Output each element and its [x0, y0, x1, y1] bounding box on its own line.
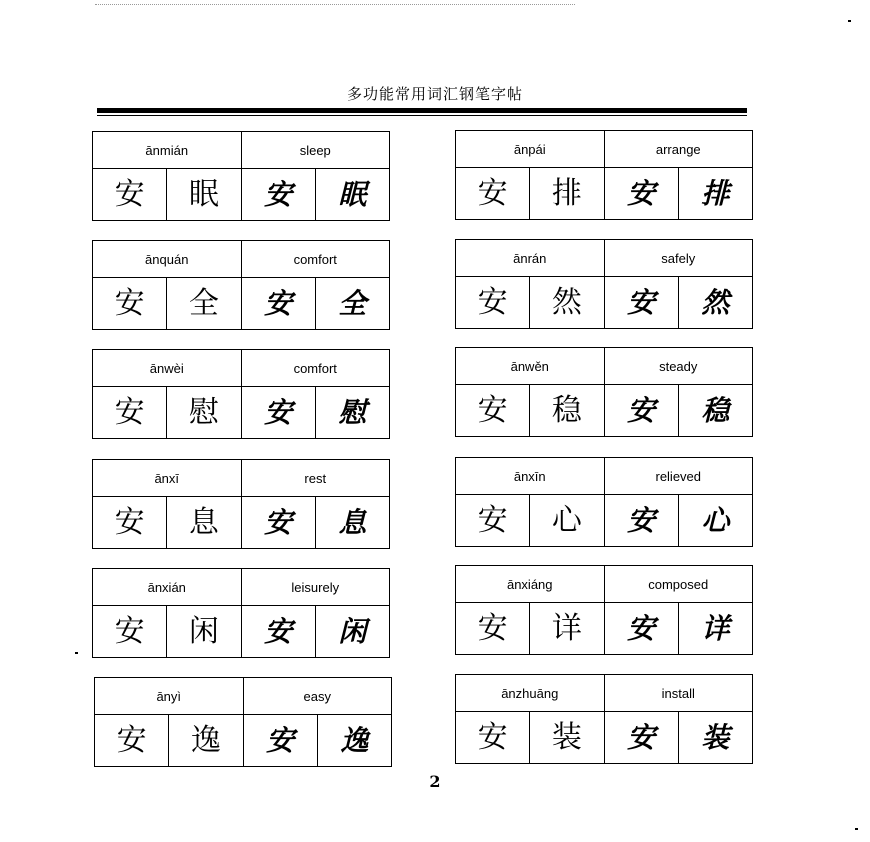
page-number: 2 [429, 772, 441, 791]
pinyin-label: ānyì [156, 688, 182, 704]
print-char: 详 [529, 603, 603, 654]
print-char: 然 [529, 277, 603, 328]
word-card-anran [455, 239, 753, 329]
print-char: 息 [166, 497, 240, 548]
handwritten-char: 安 [604, 495, 678, 546]
word-card-anxi [92, 459, 390, 549]
english-label: comfort [241, 241, 390, 277]
header-rule-thick [97, 108, 747, 113]
pinyin-label: ānxián [147, 579, 186, 595]
word-card-anxian [92, 568, 390, 658]
word-card-anpai [455, 130, 753, 220]
handwritten-char: 安 [604, 385, 678, 436]
word-card-anxiang [455, 565, 753, 655]
handwritten-char: 全 [315, 278, 389, 329]
page-title: 多功能常用词汇钢笔字帖 [346, 85, 523, 103]
print-char: 装 [529, 712, 603, 763]
print-char: 安 [477, 175, 508, 211]
print-char: 眠 [166, 169, 240, 220]
handwritten-char: 安 [241, 497, 315, 548]
print-char: 安 [477, 502, 508, 538]
pinyin-label: ānwěn [510, 358, 549, 374]
handwritten-char: 安 [604, 168, 678, 219]
pinyin-label: ānquán [145, 251, 189, 267]
handwritten-char: 安 [243, 715, 317, 766]
handwritten-char: 安 [604, 603, 678, 654]
header-rule-thin [97, 115, 747, 116]
scan-speck [855, 828, 858, 830]
print-char: 安 [477, 719, 508, 755]
english-label: leisurely [241, 569, 390, 605]
english-label: steady [604, 348, 753, 384]
english-label: safely [604, 240, 753, 276]
handwritten-char: 安 [241, 278, 315, 329]
handwritten-char: 稳 [678, 385, 752, 436]
english-label: sleep [241, 132, 390, 168]
print-char: 安 [114, 285, 145, 321]
print-char: 安 [114, 613, 145, 649]
pinyin-label: ānxī [154, 470, 180, 486]
print-char: 慰 [166, 387, 240, 438]
print-char: 闲 [166, 606, 240, 657]
scan-speck [848, 20, 851, 22]
word-card-anwen [455, 347, 753, 437]
print-char: 安 [114, 176, 145, 212]
word-card-anzhuang [455, 674, 753, 764]
handwritten-char: 安 [241, 169, 315, 220]
print-char: 安 [114, 394, 145, 430]
english-label: rest [241, 460, 390, 496]
handwritten-char: 然 [678, 277, 752, 328]
handwritten-char: 闲 [315, 606, 389, 657]
handwritten-char: 安 [604, 712, 678, 763]
print-char: 安 [477, 392, 508, 428]
pinyin-label: ānxiáng [506, 576, 553, 592]
english-label: install [604, 675, 753, 711]
handwritten-char: 安 [241, 387, 315, 438]
handwritten-char: 慰 [315, 387, 389, 438]
print-char: 安 [477, 610, 508, 646]
handwritten-char: 息 [315, 497, 389, 548]
scan-speck [75, 652, 78, 654]
word-card-anxin [455, 457, 753, 547]
handwritten-char: 安 [604, 277, 678, 328]
print-char: 安 [116, 722, 147, 758]
handwritten-char: 详 [678, 603, 752, 654]
pinyin-label: ānxīn [513, 468, 546, 484]
english-label: comfort [241, 350, 390, 386]
pinyin-label: ānwèi [149, 360, 184, 376]
handwritten-char: 眠 [315, 169, 389, 220]
handwritten-char: 心 [678, 495, 752, 546]
scan-edge [95, 0, 575, 5]
word-card-anquan [92, 240, 390, 330]
print-char: 排 [529, 168, 603, 219]
print-char: 逸 [168, 715, 242, 766]
english-label: arrange [604, 131, 753, 167]
handwritten-char: 排 [678, 168, 752, 219]
print-char: 心 [529, 495, 603, 546]
english-label: composed [604, 566, 753, 602]
word-card-anwei [92, 349, 390, 439]
pinyin-label: ānpái [513, 141, 546, 157]
print-char: 全 [166, 278, 240, 329]
pinyin-label: ānmián [145, 142, 189, 158]
handwritten-char: 装 [678, 712, 752, 763]
english-label: relieved [604, 458, 753, 494]
print-char: 安 [477, 284, 508, 320]
print-char: 安 [114, 504, 145, 540]
print-char: 稳 [529, 385, 603, 436]
pinyin-label: ānzhuāng [501, 685, 559, 701]
word-card-anyi [94, 677, 392, 767]
handwritten-char: 逸 [317, 715, 391, 766]
handwritten-char: 安 [241, 606, 315, 657]
pinyin-label: ānrán [513, 250, 547, 266]
word-card-anmian [92, 131, 390, 221]
english-label: easy [243, 678, 392, 714]
